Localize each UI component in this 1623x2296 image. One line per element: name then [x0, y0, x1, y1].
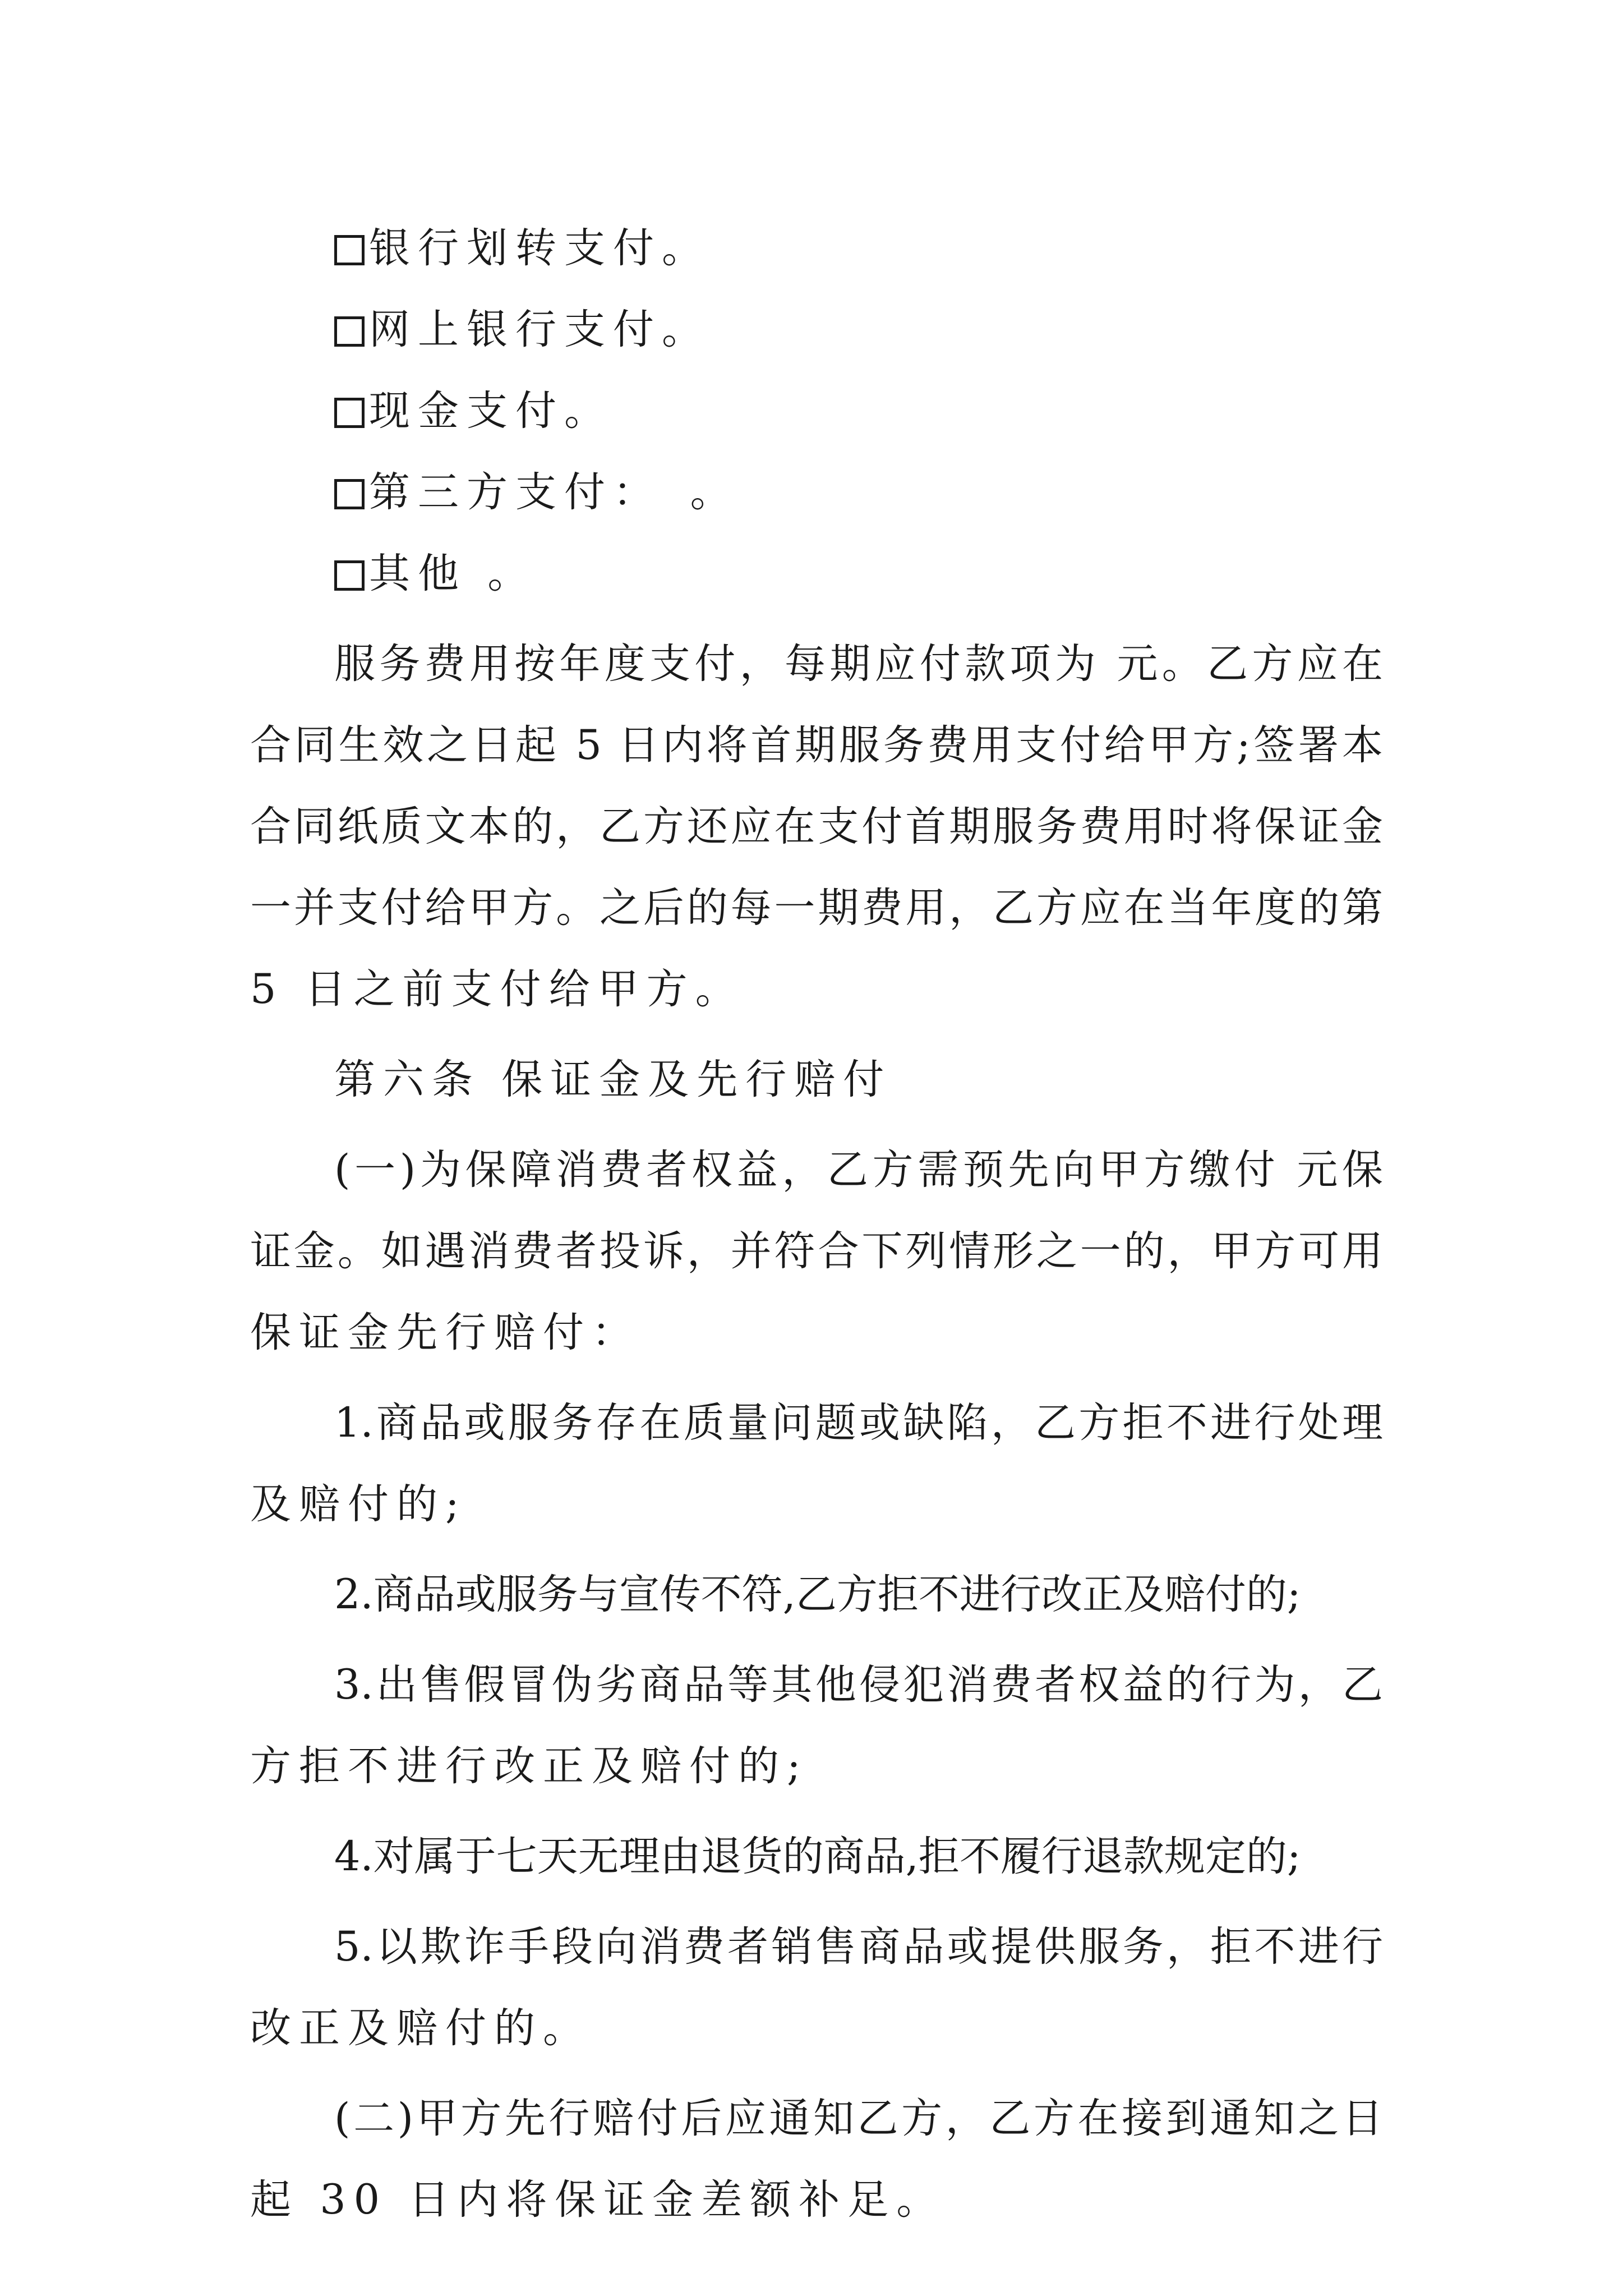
clause-one-line: (一)为保障消费者权益，乙方需预先向甲方缴付 元保	[334, 1146, 1383, 1194]
fee-paragraph-line: 合同纸质文本的，乙方还应在支付首期服务费用时将保证金	[250, 803, 1383, 850]
payment-option-third-party: 第三方支付： 。	[250, 452, 1383, 533]
clause-two-line: (二)甲方先行赔付后应通知乙方，乙方在接到通知之日	[334, 2095, 1383, 2142]
list-item-1-continued: 及赔付的;	[250, 1480, 467, 1528]
fee-paragraph-line: 服务费用按年度支付，每期应付款项为 元。乙方应在	[334, 640, 1383, 688]
list-item-3: 3.出售假冒伪劣商品等其他侵犯消费者权益的行为，乙	[334, 1661, 1383, 1709]
clause-one-line: 证金。如遇消费者投诉，并符合下列情形之一的，甲方可用	[250, 1227, 1383, 1275]
list-item-5-continued: 改正及赔付的。	[250, 2004, 592, 2052]
list-item-2: 2.商品或服务与宣传不符,乙方拒不进行改正及赔付的;	[334, 1571, 1301, 1618]
clause-one-line: 保证金先行赔付：	[250, 1309, 640, 1356]
clause-two-line: 起 30 日内将保证金差额补足。	[250, 2176, 946, 2224]
payment-option-other: 其他 。	[250, 533, 1383, 614]
payment-option-online-banking: 网上银行支付。	[250, 289, 1383, 370]
payment-option-cash: 现金支付。	[250, 370, 1383, 452]
payment-option-bank-transfer: 银行划转支付。	[250, 208, 1383, 289]
article-six-title: 第六条 保证金及先行赔付	[334, 1056, 892, 1103]
list-item-4: 4.对属于七天无理由退货的商品,拒不履行退款规定的;	[334, 1833, 1301, 1880]
checkbox-icon	[334, 235, 365, 265]
contract-text	[250, 208, 1383, 2240]
fee-paragraph-line: 一并支付给甲方。之后的每一期费用，乙方应在当年度的第	[250, 884, 1383, 932]
list-item-5: 5.以欺诈手段向消费者销售商品或提供服务，拒不进行	[334, 1923, 1383, 1971]
checkbox-icon	[334, 398, 365, 428]
checkbox-icon	[334, 560, 365, 591]
list-item-3-continued: 方拒不进行改正及赔付的;	[250, 1742, 809, 1790]
checkbox-icon	[334, 479, 365, 509]
list-item-1: 1.商品或服务存在质量问题或缺陷，乙方拒不进行处理	[334, 1399, 1383, 1447]
fee-paragraph-line: 合同生效之日起 5 日内将首期服务费用支付给甲方;签署本	[250, 721, 1383, 769]
fee-paragraph-line: 5 日之前支付给甲方。	[250, 965, 744, 1013]
checkbox-icon	[334, 316, 365, 347]
